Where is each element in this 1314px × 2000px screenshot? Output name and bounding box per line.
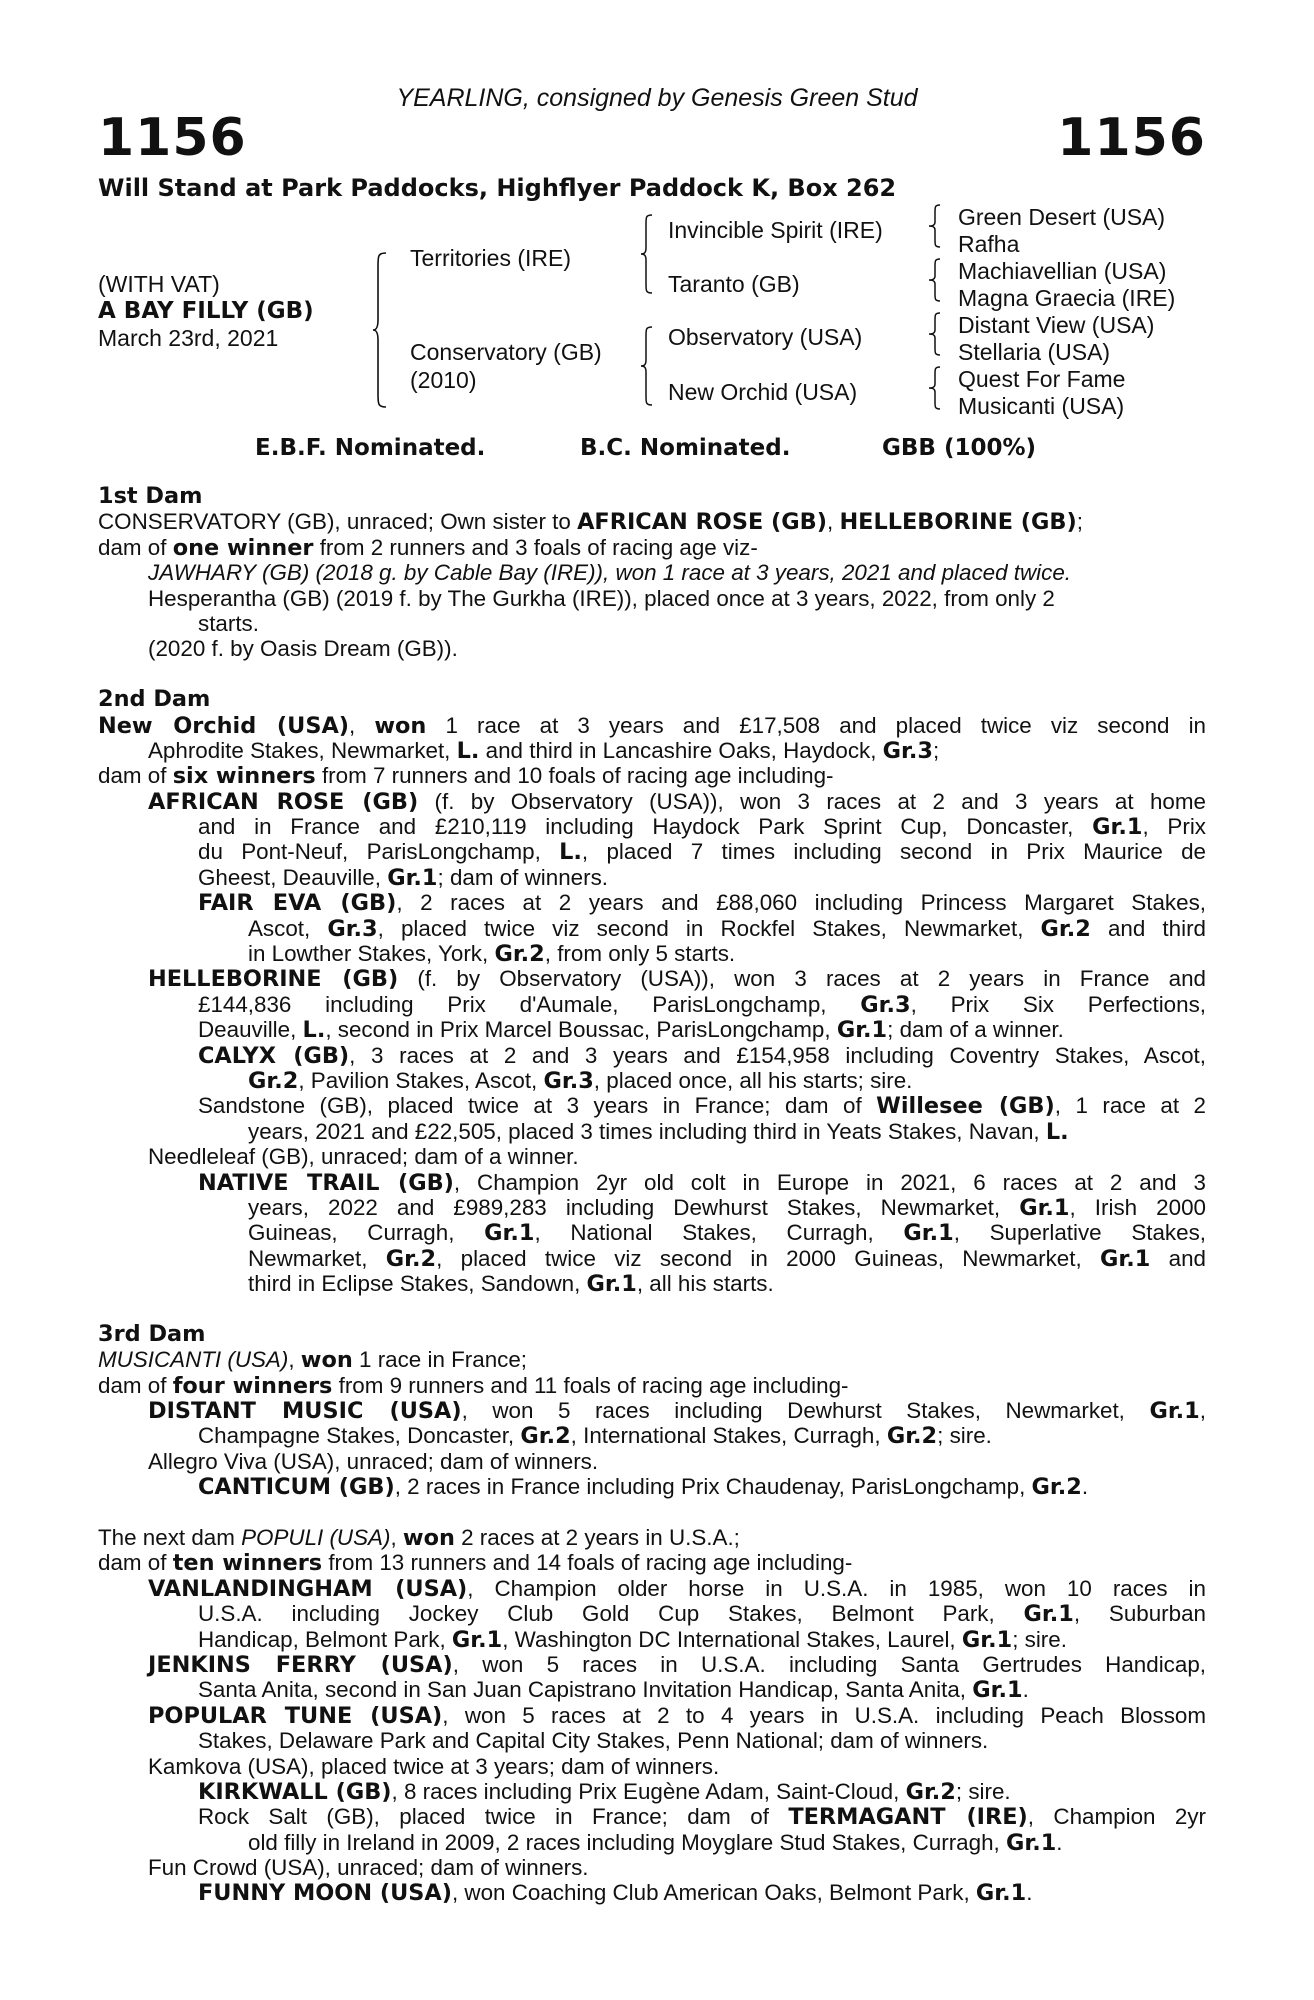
produce-record	[98, 484, 1206, 1906]
first-dam-line: JAWHARY (GB) (2018 g. by Cable Bay (IRE)), won 1 race at 3 years, 2021 and placed twice.	[148, 560, 1072, 586]
gg-sire-2: Machiavellian (USA)	[958, 258, 1167, 284]
first-dam-line: Hesperantha (GB) (2019 f. by The Gurkha (IRE)), placed once at 3 years, 2022, from only 2	[148, 585, 1055, 611]
second-dam-line: and in France and £210,119 including Haydock Park Sprint Cup, Doncaster, Gr.1, Prix	[198, 814, 1206, 841]
next-dam-line: The next dam POPULI (USA), won 2 races at 2 years in U.S.A.;	[98, 1525, 740, 1552]
second-dam-line: FAIR EVA (GB), 2 races at 2 years and £88,060 including Princess Margaret Stakes,	[198, 890, 1206, 917]
third-dam-heading: 3rd Dam	[98, 1320, 206, 1347]
second-dam-line: Gheest, Deauville, Gr.1; dam of winners.	[198, 864, 608, 891]
third-dam-line: dam of four winners from 9 runners and 11 foals of racing age including-	[98, 1372, 849, 1399]
gg-dam-2: Magna Graecia (IRE)	[958, 285, 1176, 311]
third-dam-line: CANTICUM (GB), 2 races in France including Prix Chaudenay, ParisLongchamp, Gr.2.	[198, 1474, 1089, 1501]
second-dam-line: Guineas, Curragh, Gr.1, National Stakes, Curragh, Gr.1, Superlative Stakes,	[248, 1220, 1206, 1247]
first-dam-line: (2020 f. by Oasis Dream (GB)).	[148, 636, 458, 662]
dam-dam: New Orchid (USA)	[668, 379, 858, 405]
second-dam-line: £144,836 including Prix d'Aumale, ParisLongchamp, Gr.3, Prix Six Perfections,	[198, 991, 1206, 1018]
lot-number-left: 1156	[98, 108, 247, 168]
next-dam-line: VANLANDINGHAM (USA), Champion older horse in U.S.A. in 1985, won 10 races in	[148, 1575, 1206, 1602]
sire-sire: Invincible Spirit (IRE)	[668, 217, 883, 243]
next-dam-line: Santa Anita, second in San Juan Capistrano Invitation Handicap, Santa Anita, Gr.1.	[198, 1677, 1029, 1704]
dam-sire: Observatory (USA)	[668, 324, 863, 350]
first-dam-line: starts.	[198, 610, 259, 636]
second-dam-line: Aphrodite Stakes, Newmarket, L. and third in Lancashire Oaks, Haydock, Gr.3;	[148, 737, 940, 764]
second-dam-line: Sandstone (GB), placed twice at 3 years in France; dam of Willesee (GB), 1 race at 2	[198, 1093, 1206, 1120]
gg-sire-3: Distant View (USA)	[958, 312, 1155, 338]
first-dam-line: dam of one winner from 2 runners and 3 foals of racing age viz-	[98, 534, 758, 561]
ebf-nomination: E.B.F. Nominated.	[255, 435, 486, 461]
second-dam-line: CALYX (GB), 3 races at 2 and 3 years and £154,958 including Coventry Stakes, Ascot,	[198, 1042, 1206, 1069]
next-dam-line: U.S.A. including Jockey Club Gold Cup Stakes, Belmont Park, Gr.1, Suburban	[198, 1601, 1206, 1628]
second-dam-line: Newmarket, Gr.2, placed twice viz second in 2000 Guineas, Newmarket, Gr.1 and	[248, 1245, 1206, 1272]
next-dam-line: Handicap, Belmont Park, Gr.1, Washington DC International Stakes, Laurel, Gr.1; sire.	[198, 1626, 1067, 1653]
second-dam-line: AFRICAN ROSE (GB) (f. by Observatory (USA)), won 3 races at 2 and 3 years at home	[148, 788, 1206, 815]
next-dam-line: JENKINS FERRY (USA), won 5 races in U.S.A. including Santa Gertrudes Handicap,	[148, 1651, 1206, 1678]
dam-year: (2010)	[410, 367, 477, 393]
sire-dam: Taranto (GB)	[668, 271, 800, 297]
next-dam-line: KIRKWALL (GB), 8 races including Prix Eugène Adam, Saint-Cloud, Gr.2; sire.	[198, 1778, 1011, 1805]
horse-name: A BAY FILLY (GB)	[98, 298, 314, 324]
second-dam-line: years, 2021 and £22,505, placed 3 times including third in Yeats Stakes, Navan, L.	[248, 1118, 1069, 1145]
second-dam-line: HELLEBORINE (GB) (f. by Observatory (USA)), won 3 races at 2 years in France and	[148, 966, 1206, 993]
second-dam-line: Gr.2, Pavilion Stakes, Ascot, Gr.3, placed once, all his starts; sire.	[248, 1067, 913, 1094]
vat-note: (WITH VAT)	[98, 271, 220, 297]
gg-sire-1: Green Desert (USA)	[958, 204, 1166, 230]
next-dam-line: dam of ten winners from 13 runners and 14 foals of racing age including-	[98, 1550, 853, 1577]
second-dam-line: NATIVE TRAIL (GB), Champion 2yr old colt in Europe in 2021, 6 races at 2 and 3	[198, 1169, 1206, 1196]
next-dam-line: old filly in Ireland in 2009, 2 races including Moyglare Stud Stakes, Curragh, Gr.1.	[248, 1829, 1063, 1856]
second-dam-line: du Pont-Neuf, ParisLongchamp, L., placed 7 times including second in Prix Maurice de	[198, 839, 1207, 866]
second-dam-line: New Orchid (USA), won 1 race at 3 years and £17,508 and placed twice viz second in	[98, 712, 1206, 739]
pedigree-brace-main	[372, 252, 388, 408]
second-dam-line: Deauville, L., second in Prix Marcel Boussac, ParisLongchamp, Gr.1; dam of a winner.	[198, 1017, 1064, 1044]
gg-dam-3: Stellaria (USA)	[958, 339, 1111, 365]
second-dam-heading: 2nd Dam	[98, 686, 211, 713]
gg-dam-4: Musicanti (USA)	[958, 393, 1125, 419]
second-dam-line: third in Eclipse Stakes, Sandown, Gr.1, all his starts.	[248, 1271, 774, 1298]
first-dam-heading: 1st Dam	[98, 483, 203, 509]
second-dam-line: in Lowther Stakes, York, Gr.2, from only 5 starts.	[248, 941, 736, 968]
third-dam-line: MUSICANTI (USA), won 1 race in France;	[98, 1347, 528, 1374]
third-dam-line: Champagne Stakes, Doncaster, Gr.2, International Stakes, Curragh, Gr.2; sire.	[198, 1423, 992, 1450]
bc-nomination: B.C. Nominated.	[580, 435, 791, 461]
third-dam-line: Allegro Viva (USA), unraced; dam of winners.	[148, 1448, 599, 1474]
next-dam-line: Stakes, Delaware Park and Capital City Stakes, Penn National; dam of winners.	[198, 1728, 989, 1754]
gg-sire-4: Quest For Fame	[958, 366, 1126, 392]
next-dam-line: FUNNY MOON (USA), won Coaching Club American Oaks, Belmont Park, Gr.1.	[198, 1880, 1033, 1907]
sire-name: Territories (IRE)	[410, 245, 572, 271]
second-dam-line: Needleleaf (GB), unraced; dam of a winner.	[148, 1144, 579, 1170]
foaling-date: March 23rd, 2021	[98, 325, 279, 351]
first-dam-line: CONSERVATORY (GB), unraced; Own sister to AFRICAN ROSE (GB), HELLEBORINE (GB);	[98, 509, 1083, 536]
second-dam-line: years, 2022 and £989,283 including Dewhurst Stakes, Newmarket, Gr.1, Irish 2000	[248, 1194, 1206, 1221]
consignor-subtitle: YEARLING, consigned by Genesis Green Stud	[396, 84, 918, 112]
second-dam-line: dam of six winners from 7 runners and 10 foals of racing age including-	[98, 763, 834, 790]
lot-number-right: 1156	[1057, 108, 1206, 168]
dam-name: Conservatory (GB)	[410, 339, 602, 365]
next-dam-line: Fun Crowd (USA), unraced; dam of winners.	[148, 1855, 589, 1881]
third-dam-line: DISTANT MUSIC (USA), won 5 races including Dewhurst Stakes, Newmarket, Gr.1,	[148, 1398, 1206, 1425]
next-dam-line: POPULAR TUNE (USA), won 5 races at 2 to 4 years in U.S.A. including Peach Blossom	[148, 1702, 1207, 1729]
gg-dam-1: Rafha	[958, 231, 1020, 257]
pedigree-brace-dam	[640, 326, 654, 406]
second-dam-line: Ascot, Gr.3, placed twice viz second in Rockfel Stakes, Newmarket, Gr.2 and third	[248, 915, 1206, 942]
brace-g3	[928, 312, 942, 356]
next-dam-line: Rock Salt (GB), placed twice in France; dam of TERMAGANT (IRE), Champion 2yr	[198, 1804, 1207, 1831]
stand-location: Will Stand at Park Paddocks, Highflyer Paddock K, Box 262	[98, 174, 897, 202]
brace-g1	[928, 204, 942, 248]
brace-g4	[928, 366, 942, 410]
gbb-rating: GBB (100%)	[882, 435, 1037, 461]
pedigree-brace-sire	[640, 214, 654, 294]
brace-g2	[928, 258, 942, 302]
next-dam-line: Kamkova (USA), placed twice at 3 years; dam of winners.	[148, 1753, 720, 1779]
